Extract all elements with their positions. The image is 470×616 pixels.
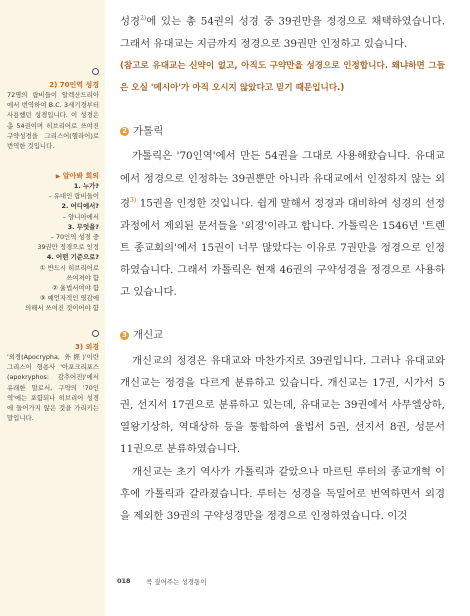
note-apocrypha <box>7 322 99 423</box>
jamnia-line: 2. 어디에서? <box>61 202 99 211</box>
section-number-icon: 3 <box>120 331 129 340</box>
body-text: 가톨릭은 '70인역'에서 만든 54권을 그대로 사용해왔습니다. 유대교에서 정경으로 인정하는 39권뿐만 아니라 유대교에서 인정하지 않는 외경 <box>120 150 445 210</box>
jamnia-line: – 얌니아에서 <box>62 212 99 221</box>
book-title: 콕 짚어주는 성경통이 <box>146 578 207 586</box>
catholic-paragraph <box>120 145 445 303</box>
note-septuagint <box>7 60 99 151</box>
protestant-paragraph: 개신교는 초기 역사가 가톨릭과 같았으나 마르틴 루터의 종교개혁 이후에 가톨릭과 갈라졌습니다. 루터는 성경을 독일어로 번역하면서 외경을 제외한 39권의 구약성경만을 정경으로 인정하였습니다. 이것 <box>120 465 445 522</box>
jamnia-line: 쓰여져야 함 <box>66 273 99 282</box>
main-text <box>120 8 445 527</box>
triangle-icon: ▶ <box>55 173 61 180</box>
jamnia-line: – 유대인 랍비들이 <box>48 192 99 201</box>
jamnia-line: 의해서 쓰여진 것이어야 함 <box>24 304 99 313</box>
section-title: 가톨릭 <box>133 125 164 138</box>
protestant-paragraph: 개신교의 정경은 유대교와 마찬가지로 39권입니다. 그러나 유대교와 개신교는 정경을 다르게 분류하고 있습니다. 개신교는 17권, 시가서 5권, 선지서 17권으로 분류하고 있는데, 유대교는 39권에서 사무엘상하, 열왕기상하, 역대상하 등을 통합하여 율법서 5권, 선지서 8권, 성문서 11권으로 분류하였습니다. <box>120 354 445 456</box>
jamnia-line: 4. 어떤 기준으로? <box>46 253 99 262</box>
jamnia-line: 39권만 정경으로 인정 <box>37 243 99 252</box>
section-heading-catholic <box>120 120 445 142</box>
jamnia-line: ③ 예언자적인 영감에 <box>39 294 99 303</box>
intro-text: 성경 <box>120 15 141 28</box>
sidebar-notes <box>0 0 105 616</box>
jamnia-line: ② 율법서여야 함 <box>52 284 99 293</box>
note-title: 3) 외경 <box>74 343 99 351</box>
page-number: 018 <box>117 577 131 585</box>
section-title: 개신교 <box>133 329 164 342</box>
footnote-ref: 2) <box>140 15 147 22</box>
jamnia-line: 1. 누가? <box>73 182 99 190</box>
jamnia-line: – 70인역 성경 중 <box>50 233 99 242</box>
note-text: '외경(Apocrypha, 外經)'이란 그리스어 형용사 '아포크리포스(apokryphos: 감추어진)'에서 유래한 말로서, 구약의 '70인역'에는 포함되나 히브리어 성경에 들어가지 않은 것을 가리키는 말입니다. <box>7 353 99 423</box>
note-paragraph: (참고로 유대교는 신약이 없고, 아직도 구약만을 성경으로 인정합니다. 왜냐하면 그들은 오실 '메시아'가 아직 오시지 않았다고 믿기 때문입니다.) <box>120 60 445 94</box>
footnote-ref: 3) <box>130 196 137 204</box>
note-text: 72명의 랍비들이 알렉산드리아에서 번역하여 B.C. 3세기경부터 사용했던 성경입니다. 이 성경은 총 54권이며 히브리어로 쓰여진 구약성경을 그리스어(헬라어)로 번역한 것입니다. <box>7 91 99 151</box>
jamnia-title: 알아봐 회의 <box>62 172 99 180</box>
jamnia-line: ① 반드시 히브리어로 <box>39 263 99 272</box>
jamnia-line: 3. 무엇을? <box>67 222 99 231</box>
section-number-icon: 2 <box>120 127 129 136</box>
body-text: 15권을 인정한 것입니다. 쉽게 말해서 정경과 대비하여 성경의 선정과정에서 제외된 문서들을 '외경'이라고 합니다. 가톨릭은 1546년 '트렌트 종교회의'에서 15권이 너무 많았다는 이유로 7권만을 정경으로 인정하였습니다. 그래서 가톨릭은 현재 46권의 구약성경을 정경으로 사용하고 있습니다. <box>120 197 445 299</box>
section-heading-protestant <box>120 324 445 346</box>
note-bullet-icon <box>92 330 99 337</box>
intro-text: 에 있는 총 54권의 성경 중 39권만을 정경으로 채택하였습니다. 그래서 유대교는 지금까지 정경으로 39권만 인정하고 있습니다. <box>120 15 445 50</box>
note-bullet-icon <box>92 68 99 75</box>
jamnia-council-box <box>3 170 99 314</box>
intro-paragraph <box>120 8 445 55</box>
note-title: 2) 70인역 성경 <box>49 81 99 89</box>
